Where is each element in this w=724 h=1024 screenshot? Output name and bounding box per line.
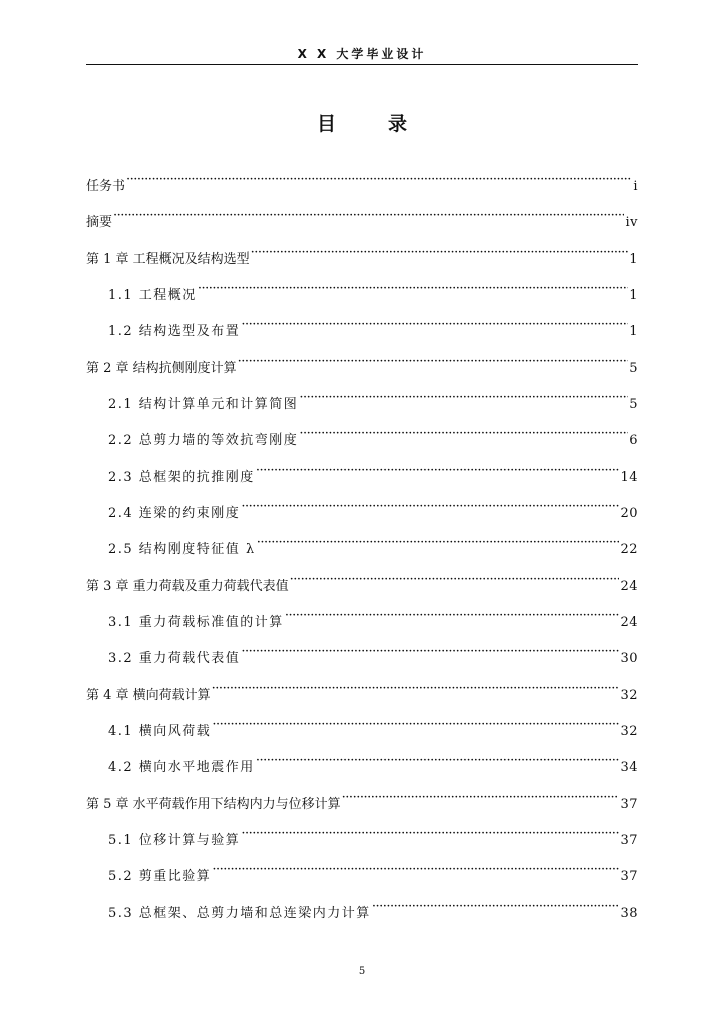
toc-entry-label: 第 4 章 横向荷载计算 [86,687,211,703]
toc-entry-label: 1.2 结构选型及布置 [108,324,241,340]
toc-entry-page: 32 [620,723,638,739]
toc-entry-label: 第 3 章 重力荷载及重力荷载代表值 [86,578,289,594]
toc-entry[interactable] [86,715,638,751]
toc-entry-page: 5 [629,396,638,412]
toc-dot-leader [212,860,619,880]
toc-entry[interactable] [86,206,638,242]
toc-entry-page: 20 [620,505,638,521]
toc-dot-leader [299,388,628,408]
toc-dot-leader [113,206,624,226]
toc-entry-page: 37 [620,796,638,812]
toc-dot-leader [212,715,619,735]
toc-dot-leader [126,170,632,190]
toc-entry-page: 22 [620,542,638,558]
toc-entry-label: 第 1 章 工程概况及结构选型 [86,251,250,267]
toc-entry[interactable] [86,897,638,933]
toc-entry-page: 37 [620,832,638,848]
toc-entry-label: 第 2 章 结构抗侧刚度计算 [86,360,237,376]
toc-title: 目录 [316,113,459,135]
toc-entry[interactable] [86,533,638,569]
toc-entry-page: 38 [620,905,638,921]
toc-entry-label: 3.1 重力荷载标准值的计算 [108,614,284,630]
toc-entry[interactable] [86,606,638,642]
toc-dot-leader [198,279,628,299]
toc-entry[interactable] [86,788,638,824]
toc-entry-label: 摘要 [86,215,113,231]
toc-entry-label: 5.1 位移计算与验算 [108,832,241,848]
toc-entry-label: 任务书 [86,179,126,194]
toc-entry-label: 5.2 剪重比验算 [108,869,212,885]
toc-dot-leader [241,497,619,517]
toc-entry-page: iv [625,215,638,231]
toc-dot-leader [241,824,619,844]
toc-entry[interactable] [86,860,638,896]
toc-entry-label: 4.2 横向水平地震作用 [108,760,255,776]
toc-entry-page: 24 [620,614,638,630]
toc-entry-page: 37 [620,869,638,885]
toc-entry-page: 34 [620,760,638,776]
toc-entry-page: 1 [629,251,638,267]
toc-dot-leader [256,751,620,771]
toc-entry-page: 6 [629,433,638,449]
toc-entry-label: 4.1 横向风荷载 [108,723,212,739]
toc-entry-page: 30 [620,651,638,667]
toc-entry[interactable] [86,642,638,678]
toc-entry[interactable] [86,824,638,860]
toc-entry-label: 1.1 工程概况 [108,287,197,303]
toc-dot-leader [256,461,620,481]
toc-entry-label: 2.1 结构计算单元和计算简图 [108,396,299,412]
page-header: X X 大学毕业设计 [86,44,638,65]
toc-dot-leader [257,533,620,553]
toc-entry-label: 2.4 连梁的约束刚度 [108,505,241,521]
toc-dot-leader [241,315,628,335]
toc-entry[interactable] [86,388,638,424]
toc-entry[interactable] [86,497,638,533]
toc-dot-leader [372,897,620,917]
toc-entry[interactable] [86,424,638,460]
toc-entry[interactable] [86,570,638,606]
toc-dot-leader [251,243,629,263]
toc-entry[interactable] [86,315,638,351]
toc-entry[interactable] [86,279,638,315]
toc-entry-label: 2.3 总框架的抗推刚度 [108,469,255,485]
toc-entry-label: 2.2 总剪力墙的等效抗弯刚度 [108,433,299,449]
toc-entry[interactable] [86,751,638,787]
toc-entry[interactable] [86,679,638,715]
toc-entry-label: 2.5 结构刚度特征值 λ [108,542,256,558]
toc-entry-page: 32 [620,687,638,703]
toc-entry-label: 5.3 总框架、总剪力墙和总连梁内力计算 [108,905,371,921]
toc-entry-page: 1 [629,324,638,340]
toc-entry[interactable] [86,461,638,497]
toc-dot-leader [342,788,620,808]
toc-dot-leader [238,352,629,372]
toc-entry-page: i [633,179,638,194]
toc-dot-leader [299,424,628,444]
toc-dot-leader [241,642,619,662]
toc-entry[interactable] [86,170,638,206]
toc-entry-page: 14 [620,469,638,485]
toc-dot-leader [290,570,620,590]
toc-entry-label: 3.2 重力荷载代表值 [108,651,241,667]
toc-entry-page: 1 [629,287,638,303]
table-of-contents [86,170,638,933]
page-number: 5 [358,966,366,977]
toc-entry[interactable] [86,352,638,388]
toc-entry-label: 第 5 章 水平荷载作用下结构内力与位移计算 [86,796,341,812]
toc-entry-page: 5 [629,360,638,376]
toc-dot-leader [285,606,620,626]
toc-dot-leader [212,679,620,699]
toc-entry[interactable] [86,243,638,279]
toc-entry-page: 24 [620,578,638,594]
